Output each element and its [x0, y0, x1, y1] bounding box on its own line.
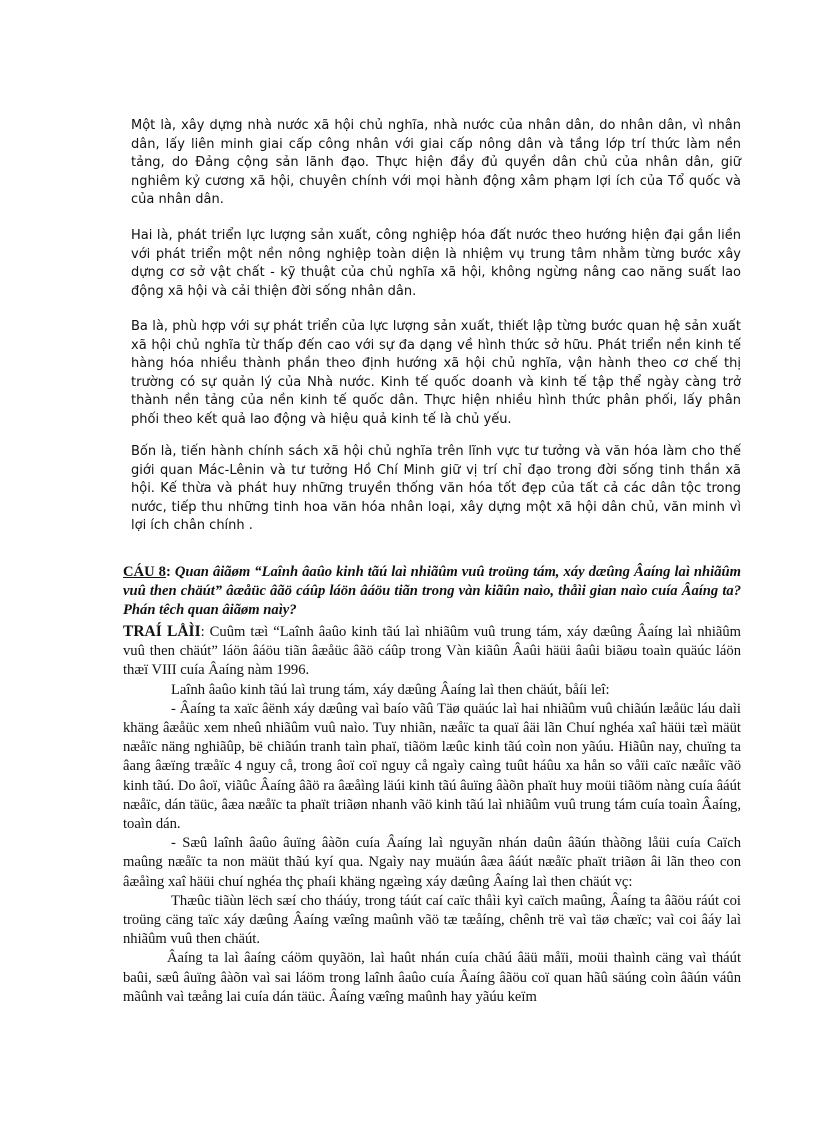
- paragraph-2: Hai là, phát triển lực lượng sản xuất, công nghiệp hóa đất nước theo hướng hiện đại gắn liền với phát triển một nền nông nghiệp toàn diện là nhiệm vụ trung tâm nhằm từng bước xây dựng cơ sở vật chất - kỹ thuật của chủ nghĩa xã hội, không ngừng nâng cao năng suất lao động xã hội và cải thiện đời sống nhân dân.: [131, 228, 741, 299]
- paragraph-4: Bốn là, tiến hành chính sách xã hội chủ nghĩa trên lĩnh vực tư tưởng và văn hóa làm cho thế giới quan Mác-Lênin và tư tưởng Hồ Chí Minh giữ vị trí chỉ đạo trong đời sống tinh thần xã hội. Kế thừa và phát huy những truyền thống văn hóa tốt đẹp của tất cả các dân tộc trong nước, tiếp thu những tinh hoa văn hóa nhân loại, xây dựng một xã hội dân chủ, văn minh vì lợi ích chân chính .: [131, 444, 741, 534]
- question-label: CÁU 8: [123, 564, 166, 580]
- answer-paragraph-3: - Sæû laînh âaûo âuïng âàõn cuía Âaíng laì nguyãn nhán daûn âãún thàõng låüi cuía Caïch maûng næåïc ta non mäüt thãú kyí qua. Ngaìy nay muäún âæa âáút næåïc phaït triãøn âi lãn theo con âæåìng xaî häüi chuí nghéa thç phaíi khäng ngæìng xáy dæûng Âaíng laì then chäút vç:: [123, 835, 741, 890]
- paragraph-3: Ba là, phù hợp với sự phát triển của lực lượng sản xuất, thiết lập từng bước quan hệ sản xuất xã hội chủ nghĩa từ thấp đến cao với sự đa dạng về hình thức sở hữu. Phát triển nền kinh tế hàng hóa nhiều thành phần theo định hướng xã hội chủ nghĩa, vận hành theo cơ chế thị trường có sự quản lý của Nhà nước. Kinh tế quốc doanh và kinh tế tập thể ngày càng trở thành nền tảng của nền kinh tế quốc dân. Thực hiện nhiều hình thức phân phối, lấy phân phối theo kết quả lao động và hiệu quả kinh tế là chủ yếu.: [131, 319, 741, 427]
- answer-section: [123, 622, 741, 1007]
- answer-paragraph-5: Âaíng ta laì âaíng cáöm quyãön, laì haût nhán cuía chãú âäü måïi, moüi thaình cäng vaì tháút baûi, sæû âuïng âàõn vaì sai láöm trong laînh âaûo cuía Âaíng âãöu coï quan hãû säúng coìn âãún váûn mãûnh vaì tæång lai cuía dán täüc. Âaíng væîng maûnh hay yãúu keïm: [123, 950, 741, 1005]
- answer-paragraph-4: Thæûc tiãùn lëch sæí cho tháúy, trong táút caí caïc thåìi kyì caïch maûng, Âaíng ta âãöu ráút coi troüng cäng taïc xáy dæûng Âaíng væîng maûnh vãö tæ tæåíng, chênh trë vaì täø chæïc; vaì coi âáy laì nhiãûm vuû then chäút.: [123, 892, 741, 948]
- answer-intro: : Cuûm tæì “Laînh âaûo kinh tãú laì nhiãûm vuû trung tám, xáy dæûng Âaíng laì nhiãûm vuû then chäút” láön âáöu tiãn âæåüc âãö cáûp trong Vàn kiãûn Âaûi häüi âaûi biãøu toaìn quäúc láön thæï VIII cuía Âaíng nàm 1996.: [123, 624, 741, 679]
- question-colon: :: [165, 564, 175, 580]
- answer-paragraph-1: Laînh âaûo kinh tãú laì trung tám, xáy dæûng Âaíng laì then chäút, båíi leî:: [171, 681, 610, 698]
- question-heading: [123, 563, 741, 621]
- paragraph-1: Một là, xây dựng nhà nước xã hội chủ nghĩa, nhà nước của nhân dân, do nhân dân, vì nhân dân, lấy liên minh giai cấp công nhân với giai cấp nông dân và tầng lớp trí thức làm nền tảng, do Đảng cộng sản lãnh đạo. Thực hiện đầy đủ quyền dân chủ của nhân dân, giữ nghiêm kỷ cương xã hội, chuyên chính với mọi hành động xâm phạm lợi ích của Tổ quốc và của nhân dân.: [131, 118, 741, 208]
- answer-paragraph-2: - Âaíng ta xaïc âënh xáy dæûng vaì baío vãû Täø quäúc laì hai nhiãûm vuû chiãún læåüc láu daìi khäng âæåüc xem nheû nhiãûm vuû naìo. Tuy nhiãn, næåïc ta quaï âäi lãn Chuí nghéa xaî häüi tæì mäüt næåïc näng nghiãûp, bë chiãún tranh taìn phaï, tiãöm læûc kinh tãú coìn non yãúu. Hiãûn nay, chuïng ta âang âæïng træåïc 4 nguy cå, trong âoï coï nguy cå ngaìy caìng tuût háûu xa hån so våïi caïc næåïc vãö kinh tãú. Do âoï, viãûc Âaíng âãö ra âæåìng läúi kinh tãú âuïng âàõn phaït huy moüi tiãöm nàng cuía âáút næåïc, dán täüc, âæa næåïc ta phaït triãøn nhanh vãö kinh tãú laì nhiãûm vuû trung tám cuía toaìn Âaíng, toaìn dán.: [123, 700, 741, 833]
- question-text: Quan âiãøm “Laînh âaûo kinh tãú laì nhiãûm vuû troüng tám, xáy dæûng Âaíng laì nhiãûm vuû then chäút” âæåüc âãö cáûp láön âáöu tiãn trong vàn kiãûn naìo, thåìi gian naìo cuía Âaíng ta? Phán têch quan âiãøm naìy?: [123, 564, 741, 619]
- answer-intro-paragraph: [123, 622, 741, 681]
- answer-label: TRAÍ LÅÌI: [123, 623, 201, 640]
